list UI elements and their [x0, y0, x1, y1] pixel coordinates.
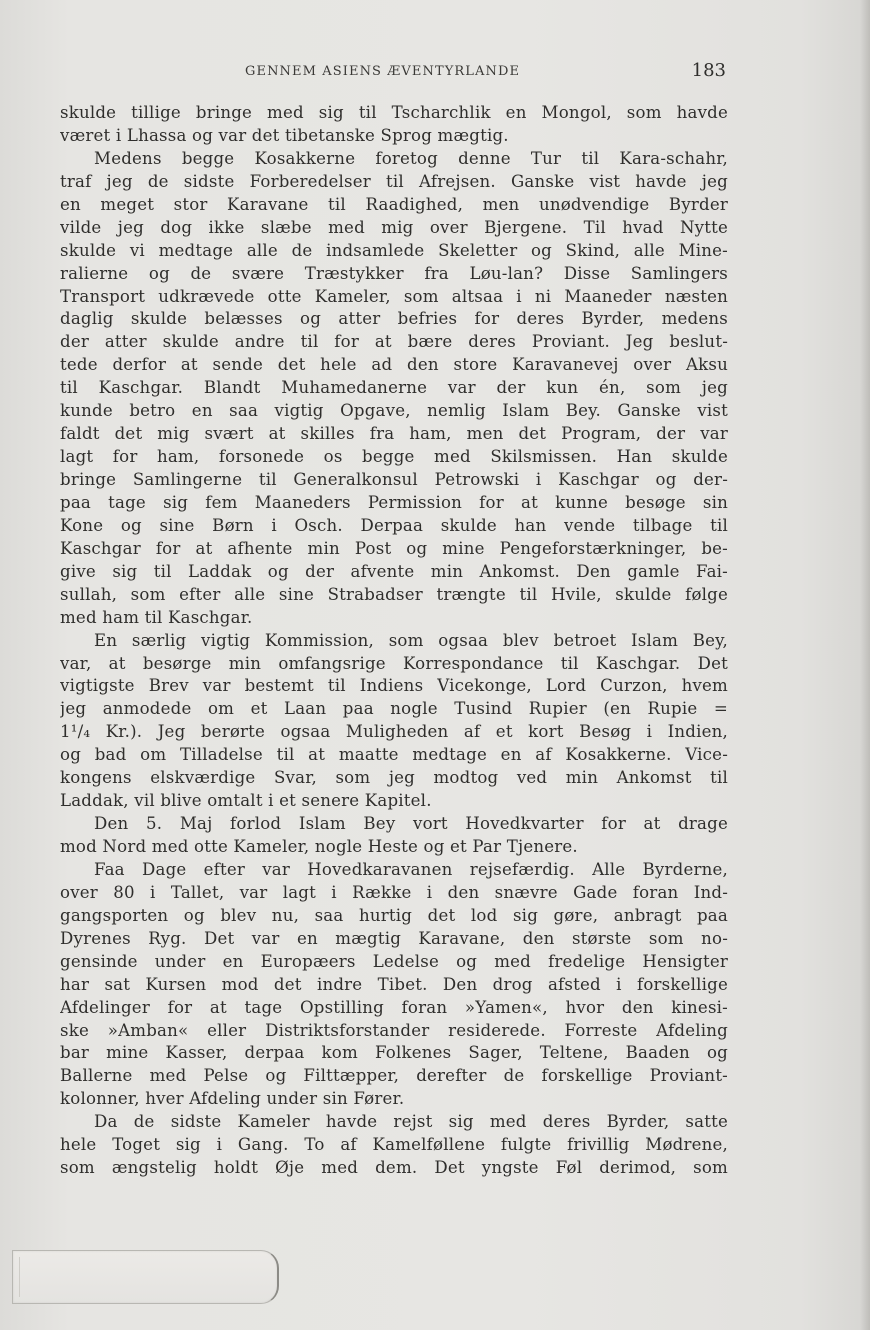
page-edge-shadow — [860, 0, 870, 1330]
text-line: bar mine Kasser, derpaa kom Folkenes Sager, Teltene, Baaden og — [60, 1043, 728, 1063]
text-line: Faa Dage efter var Hovedkaravanen rejsefærdig. Alle Byrderne, — [94, 859, 728, 879]
text-line: ske »Amban« eller Distriktsforstander residerede. Forreste Afdeling — [60, 1020, 728, 1040]
text-line: Kaschgar for at afhente min Post og mine Pengeforstærkninger, be- — [60, 538, 728, 558]
text-line: Afdelinger for at tage Opstilling foran »Yamen«, hvor den kinesi- — [60, 997, 728, 1017]
label-inner-edge — [19, 1257, 260, 1297]
library-label-sticker — [12, 1250, 279, 1304]
text-line: En særlig vigtig Kommission, som ogsaa blev betroet Islam Bey, — [94, 630, 728, 650]
text-line: der atter skulde andre til for at bære deres Proviant. Jeg beslut- — [60, 332, 728, 352]
text-line: en meget stor Karavane til Raadighed, men unødvendige Byrder — [60, 194, 728, 214]
text-line: Ballerne med Pelse og Filttæpper, derefter de forskellige Proviant- — [60, 1066, 728, 1086]
text-line: tede derfor at sende det hele ad den store Karavanevej over Aksu — [60, 355, 728, 375]
text-line: skulde tillige bringe med sig til Tscharchlik en Mongol, som havde — [60, 103, 728, 122]
text-line: Da de sidste Kameler havde rejst sig med deres Byrder, satte — [94, 1112, 728, 1132]
page-number: 183 — [691, 60, 726, 81]
text-line: faldt det mig svært at skilles fra ham, men det Program, der var — [60, 424, 728, 444]
text-line: 1¹/₄ Kr.). Jeg berørte ogsaa Muligheden af et kort Besøg i Indien, — [60, 722, 728, 742]
text-line: Kone og sine Børn i Osch. Derpaa skulde han vende tilbage til — [60, 515, 728, 535]
text-line: lagt for ham, forsonede os begge med Skilsmissen. Han skulde — [60, 447, 728, 467]
text-line: kolonner, hver Afdeling under sin Fører. — [60, 1089, 405, 1109]
text-line: over 80 i Tallet, var lagt i Række i den snævre Gade foran Ind- — [60, 882, 728, 902]
text-line: give sig til Laddak og der afvente min Ankomst. Den gamle Fai- — [60, 561, 728, 581]
text-line: daglig skulde belæsses og atter befries for deres Byrder, medens — [60, 309, 728, 329]
text-line: vigtigste Brev var bestemt til Indiens Vicekonge, Lord Curzon, hvem — [60, 676, 728, 696]
text-line: med ham til Kaschgar. — [60, 607, 253, 627]
text-line: mod Nord med otte Kameler, nogle Heste og et Par Tjenere. — [60, 837, 578, 856]
text-line: skulde vi medtage alle de indsamlede Skeletter og Skind, alle Mine- — [60, 240, 728, 260]
text-line: har sat Kursen mod det indre Tibet. Den drog afsted i forskellige — [60, 974, 728, 994]
text-line: vilde jeg dog ikke slæbe med mig over Bjergene. Til hvad Nytte — [60, 217, 728, 237]
running-title: GENNEM ASIENS ÆVENTYRLANDE — [245, 64, 521, 79]
body-text — [60, 102, 728, 1180]
text-line: været i Lhassa og var det tibetanske Sprog mægtig. — [60, 125, 509, 145]
text-line: traf jeg de sidste Forberedelser til Afrejsen. Ganske vist havde jeg — [60, 171, 728, 191]
text-line: jeg anmodede om et Laan paa nogle Tusind Rupier (en Rupie = — [60, 699, 728, 719]
text-line: kongens elskværdige Svar, som jeg modtog ved min Ankomst til — [60, 768, 728, 788]
text-line: hele Toget sig i Gang. To af Kamelføllene fulgte frivillig Mødrene, — [60, 1135, 728, 1155]
text-line: bringe Samlingerne til Generalkonsul Petrowski i Kaschgar og der- — [60, 470, 728, 489]
text-line: paa tage sig fem Maaneders Permission for at kunne besøge sin — [60, 492, 728, 512]
text-line: sullah, som efter alle sine Strabadser trængte til Hvile, skulde følge — [60, 584, 728, 604]
text-line: til Kaschgar. Blandt Muhamedanerne var der kun én, som jeg — [60, 378, 728, 398]
text-line: Laddak, vil blive omtalt i et senere Kapitel. — [60, 791, 432, 811]
text-line: gangsporten og blev nu, saa hurtig det lod sig gøre, anbragt paa — [60, 905, 728, 925]
text-line: kunde betro en saa vigtig Opgave, nemlig Islam Bey. Ganske vist — [60, 401, 728, 421]
text-line: Medens begge Kosakkerne foretog denne Tur til Kara-schahr, — [94, 148, 728, 168]
text-line: Dyrenes Ryg. Det var en mægtig Karavane, den største som no- — [60, 928, 728, 948]
text-line: og bad om Tilladelse til at maatte medtage en af Kosakkerne. Vice- — [60, 745, 728, 765]
running-head — [60, 60, 726, 84]
text-line: Transport udkrævede otte Kameler, som altsaa i ni Maaneder næsten — [60, 286, 728, 306]
text-line: ralierne og de svære Træstykker fra Løu-lan? Disse Samlingers — [60, 263, 728, 283]
text-line: gensinde under en Europæers Ledelse og med fredelige Hensigter — [60, 951, 728, 971]
text-line: som ængstelig holdt Øje med dem. Det yngste Føl derimod, som — [60, 1158, 728, 1178]
text-line: Den 5. Maj forlod Islam Bey vort Hovedkvarter for at drage — [94, 814, 728, 834]
text-line: var, at besørge min omfangsrige Korrespondance til Kaschgar. Det — [60, 653, 728, 673]
